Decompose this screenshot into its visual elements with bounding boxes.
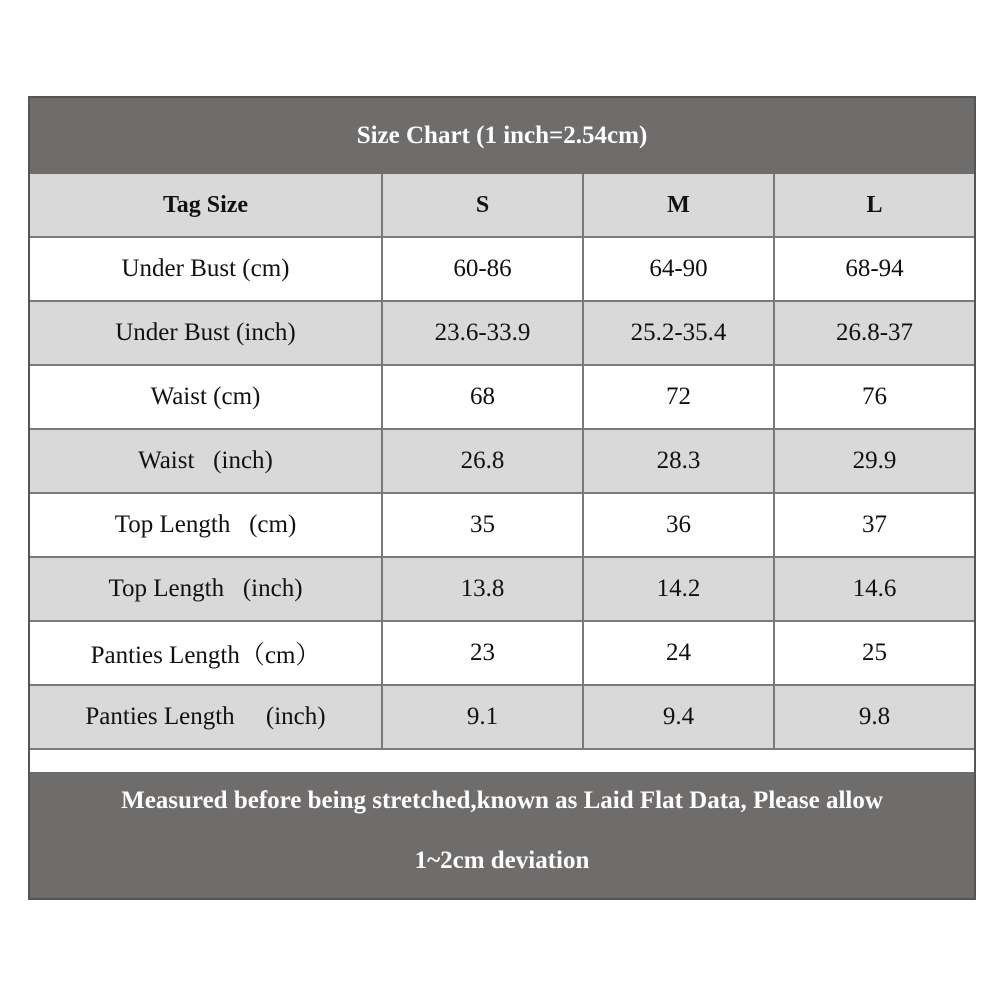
row-label: Top Length (cm) (30, 493, 382, 557)
row-label: Waist (inch) (30, 429, 382, 493)
tag-size-header: Tag Size (30, 174, 382, 237)
cell-l: 76 (774, 365, 974, 429)
cell-s: 68 (382, 365, 583, 429)
table-row (30, 237, 974, 301)
size-chart (28, 96, 976, 900)
cell-s: 35 (382, 493, 583, 557)
cell-s: 13.8 (382, 557, 583, 621)
cell-m: 25.2-35.4 (583, 301, 774, 365)
table-row (30, 429, 974, 493)
measurement-note-line-1: Measured before being stretched,known as Laid Flat Data, Please allow (121, 787, 883, 814)
cell-m: 72 (583, 365, 774, 429)
cell-s: 26.8 (382, 429, 583, 493)
cell-m: 36 (583, 493, 774, 557)
size-l-header: L (774, 174, 974, 237)
table-row (30, 685, 974, 749)
table-row (30, 365, 974, 429)
table-header-row (30, 174, 974, 237)
table-row (30, 301, 974, 365)
cell-l: 26.8-37 (774, 301, 974, 365)
cell-l: 14.6 (774, 557, 974, 621)
row-label: Top Length (inch) (30, 557, 382, 621)
table-row (30, 621, 974, 685)
cell-m: 14.2 (583, 557, 774, 621)
cell-l: 9.8 (774, 685, 974, 749)
row-label: Under Bust (inch) (30, 301, 382, 365)
cell-l: 37 (774, 493, 974, 557)
row-label: Under Bust (cm) (30, 237, 382, 301)
row-label: Panties Length (inch) (30, 685, 382, 749)
row-label: Panties Length（cm） (30, 621, 382, 685)
cell-l: 25 (774, 621, 974, 685)
measurement-note (30, 772, 974, 898)
cell-s: 60-86 (382, 237, 583, 301)
size-m-header: M (583, 174, 774, 237)
measurement-note-line-2: 1~2cm deviation (414, 847, 590, 874)
size-table (30, 174, 974, 750)
cell-m: 28.3 (583, 429, 774, 493)
table-row (30, 557, 974, 621)
cell-m: 24 (583, 621, 774, 685)
size-chart-title: Size Chart (1 inch=2.54cm) (30, 98, 974, 174)
table-row (30, 493, 974, 557)
cell-s: 23 (382, 621, 583, 685)
cell-l: 29.9 (774, 429, 974, 493)
cell-s: 9.1 (382, 685, 583, 749)
cell-m: 64-90 (583, 237, 774, 301)
cell-l: 68-94 (774, 237, 974, 301)
size-s-header: S (382, 174, 583, 237)
cell-m: 9.4 (583, 685, 774, 749)
cell-s: 23.6-33.9 (382, 301, 583, 365)
row-label: Waist (cm) (30, 365, 382, 429)
